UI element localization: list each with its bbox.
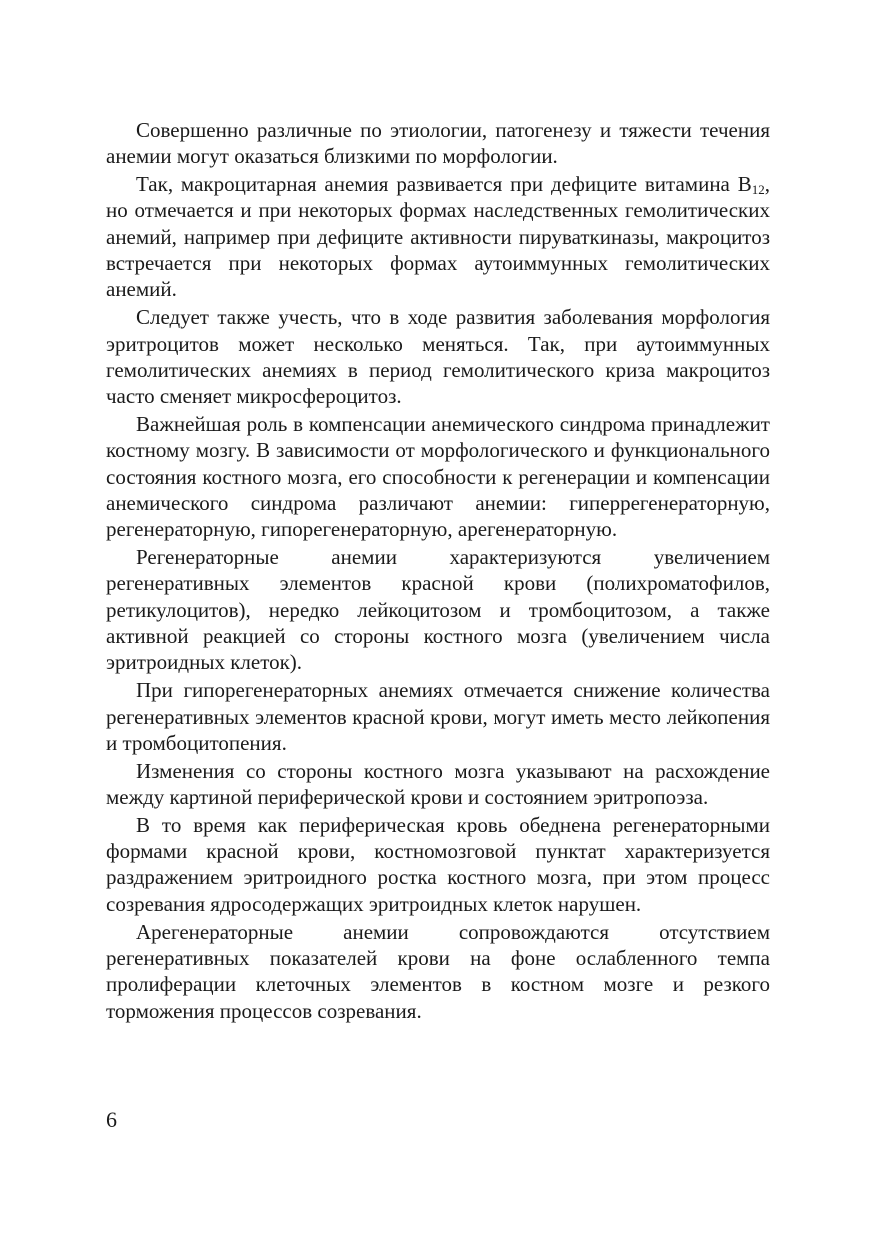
paragraph-4: Важнейшая роль в компенсации анемического синдрома принадлежит костному мозгу. В зависимости от морфологического и функционального состояния костного мозга, его способности к регенерации и компенсации анемического синдрома различают анемии: гиперрегенераторную, регенераторную, гипорегенераторную, арегенераторную. [106, 412, 770, 542]
paragraph-1: Совершенно различные по этиологии, патогенезу и тяжести течения анемии могут оказаться близкими по морфологии. [106, 118, 770, 169]
paragraph-8: В то время как периферическая кровь обеднена регенераторными формами красной крови, костномозговой пунктат характеризуется раздражением эритроидного ростка костного мозга, при этом процесс созревания ядросодержащих эритроидных клеток нарушен. [106, 812, 770, 916]
paragraph-5: Регенераторные анемии характеризуются увеличением регенеративных элементов красной крови (полихроматофилов, ретикулоцитов), нередко лейкоцитозом и тромбоцитозом, а также активной реакцией со стороны костного мозга (увеличением числа эритроидных клеток). [106, 545, 770, 675]
paragraph-2 [106, 171, 770, 302]
vitamin-subscript: 12 [751, 182, 765, 198]
paragraph-6: При гипорегенераторных анемиях отмечается снижение количества регенеративных элементов красной крови, могут иметь место лейкопения и тромбоцитопения. [106, 678, 770, 755]
paragraph-2-text-before: Так, макроцитарная анемия развивается при дефиците витамина В [136, 172, 752, 197]
paragraph-9: Арегенераторные анемии сопровождаются отсутствием регенеративных показателей крови на фоне ослабленного темпа пролиферации клеточных элементов в костном мозге и резкого торможения процессов созревания. [106, 919, 770, 1023]
paragraph-3: Следует также учесть, что в ходе развития заболевания морфология эритроцитов может несколько меняться. Так, при аутоиммунных гемолитических анемиях в период гемолитического криза макроцитоз часто сменяет микросфероцитоз. [106, 305, 770, 409]
paragraph-7: Изменения со стороны костного мозга указывают на расхождение между картиной периферической крови и состоянием эритропоэза. [106, 758, 770, 809]
paragraph-2-text-after: , но отмечается и при некоторых формах наследственных гемолитических анемий, например при дефиците активности пируваткиназы, макроцитоз встречается при некоторых формах аутоиммунных гемолитических анемий. [106, 172, 770, 302]
page-number: 6 [106, 1107, 117, 1132]
body-text [106, 117, 770, 1025]
